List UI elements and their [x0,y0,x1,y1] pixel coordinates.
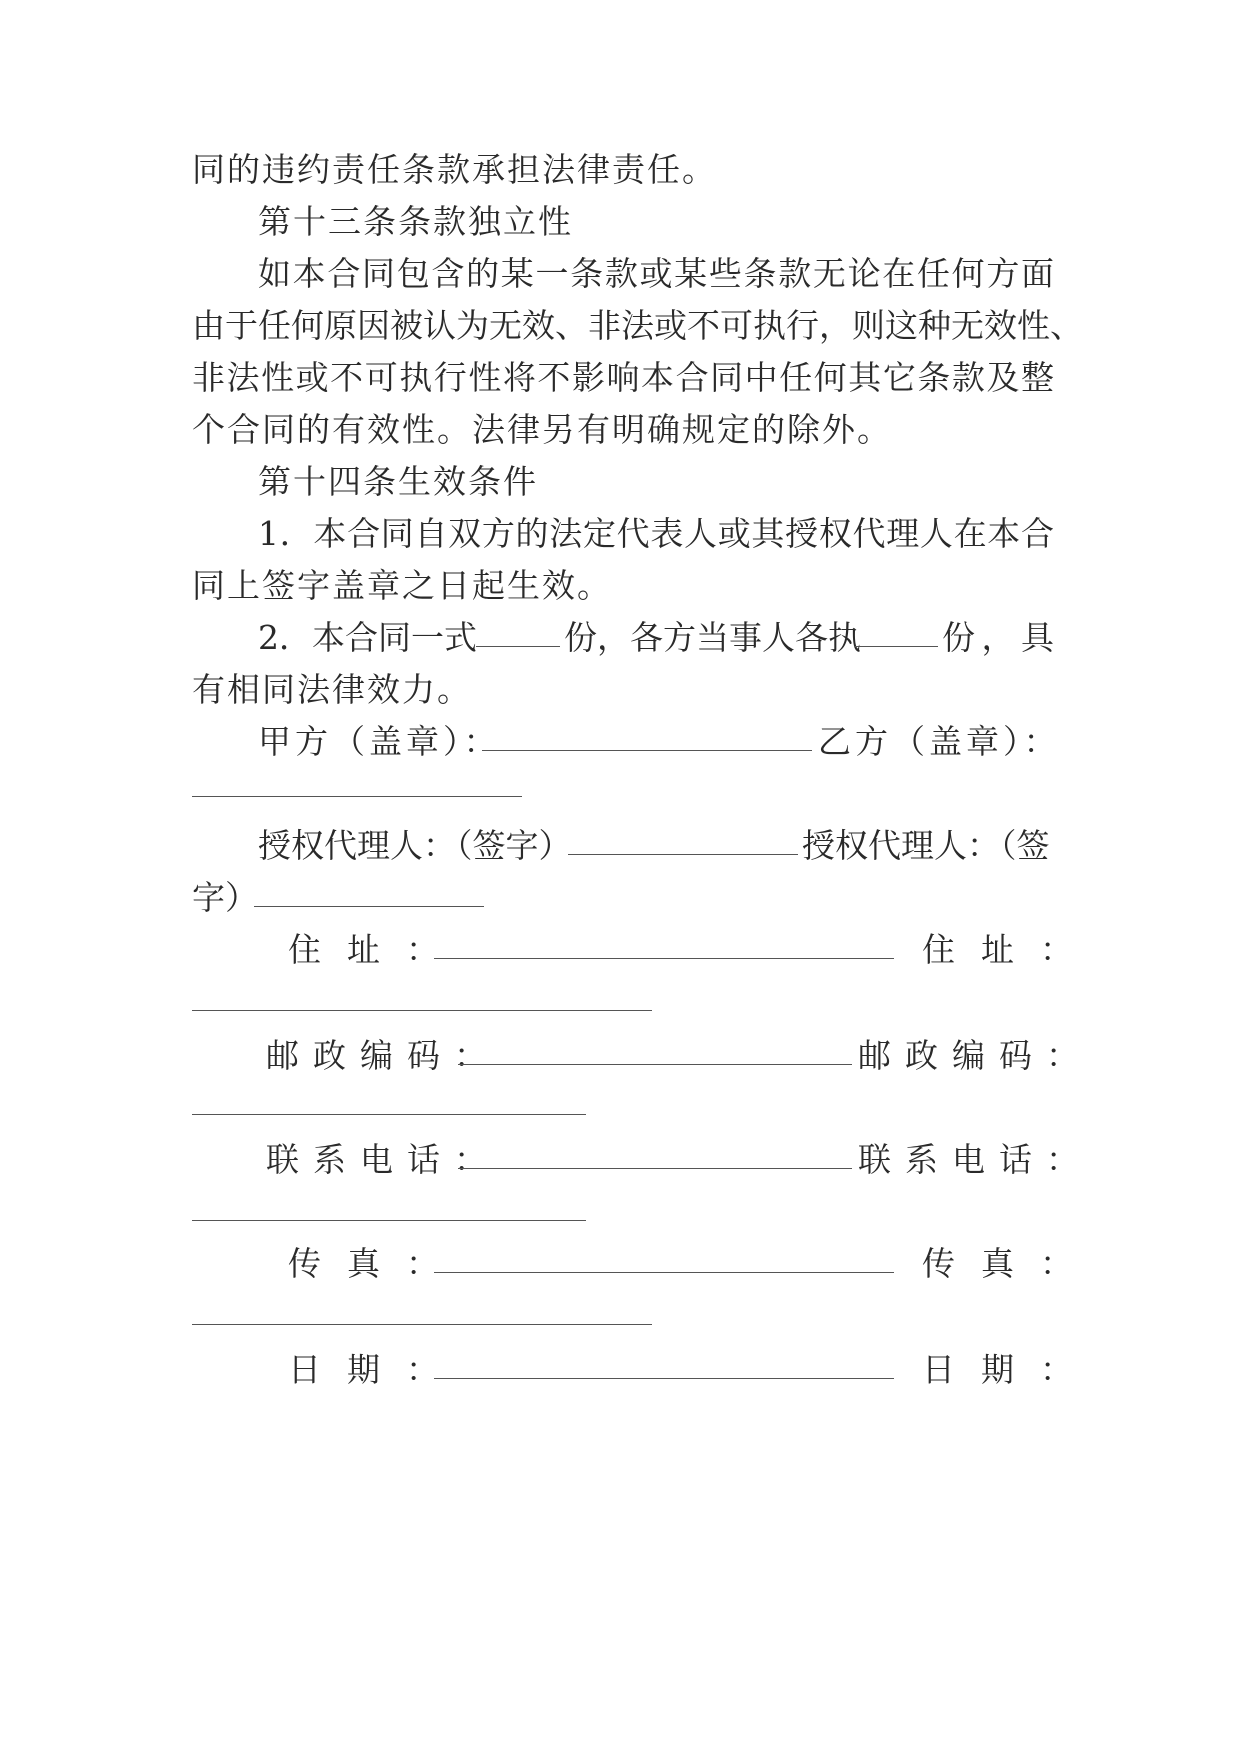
phone-b-blank[interactable] [192,1220,586,1221]
fax-a-label: 传真： [288,1244,465,1283]
article-13-line-3: 非法性或不可执行性将不影响本合同中任何其它条款及整 [192,358,1054,397]
phone-row [192,1140,1093,1180]
agent-sign-b-blank[interactable] [254,906,484,907]
article-13-heading: 第十三条条款独立性 [258,202,573,241]
item-2-text-c: 份，具 [942,618,1054,657]
article-14-heading: 第十四条生效条件 [258,462,538,501]
party-b-seal-blank[interactable] [192,796,522,797]
date-a-label: 日期： [288,1350,465,1389]
article-14-item-2-line-1 [258,618,1054,658]
postcode-b-blank[interactable] [192,1114,586,1115]
agent-sign-b-label: 授权代理人：（签 [802,826,1050,865]
party-b-seal-label: 乙方（盖章）： [818,722,1061,761]
date-row [192,1350,1099,1390]
agent-sign-row-2 [192,878,1054,918]
fax-b-blank[interactable] [192,1324,652,1325]
paragraph-line: 同的违约责任条款承担法律责任。 [192,150,717,189]
item-2-text-b: 份，各方当事人各执 [564,618,861,657]
postcode-a-label: 邮政编码： [266,1036,501,1075]
postcode-a-blank[interactable] [458,1064,852,1065]
phone-a-blank[interactable] [458,1168,852,1169]
address-a-label: 住址： [288,930,465,969]
postcode-b-label: 邮政编码： [858,1036,1093,1075]
copies-each-blank[interactable] [854,646,938,647]
fax-a-blank[interactable] [434,1272,894,1273]
agent-sign-a-label: 授权代理人：（签字） [258,826,572,865]
address-row [192,930,1099,970]
date-a-blank[interactable] [434,1378,894,1379]
agent-sign-row [192,826,1054,866]
item-2-text-a: 2．本合同一式 [258,618,477,657]
party-a-seal-blank[interactable] [482,750,812,751]
phone-b-label: 联系电话： [858,1140,1093,1179]
article-13-line-1: 如本合同包含的某一条款或某些条款无论在任何方面 [258,254,1054,293]
address-b-label: 住址： [922,930,1099,969]
article-13-line-4: 个合同的有效性。法律另有明确规定的除外。 [192,410,892,449]
article-14-item-2-line-2: 有相同法律效力。 [192,670,472,709]
address-b-blank[interactable] [192,1010,652,1011]
postcode-row [192,1036,1093,1076]
article-14-item-1-line-1: 1．本合同自双方的法定代表人或其授权代理人在本合 [258,514,1054,553]
agent-sign-a-blank[interactable] [568,854,798,855]
phone-a-label: 联系电话： [266,1140,501,1179]
party-a-seal-label: 甲方（盖章）： [258,722,501,761]
fax-b-label: 传真： [922,1244,1099,1283]
agent-sign-b-label-cont: 字） [192,878,258,917]
article-14-item-1-line-2: 同上签字盖章之日起生效。 [192,566,612,605]
copies-total-blank[interactable] [476,646,560,647]
article-13-line-2: 由于任何原因被认为无效、非法或不可执行，则这种无效性、 [192,306,1083,345]
date-b-label: 日期： [922,1350,1099,1389]
address-a-blank[interactable] [434,958,894,959]
fax-row [192,1244,1099,1284]
seal-row [192,722,1061,762]
